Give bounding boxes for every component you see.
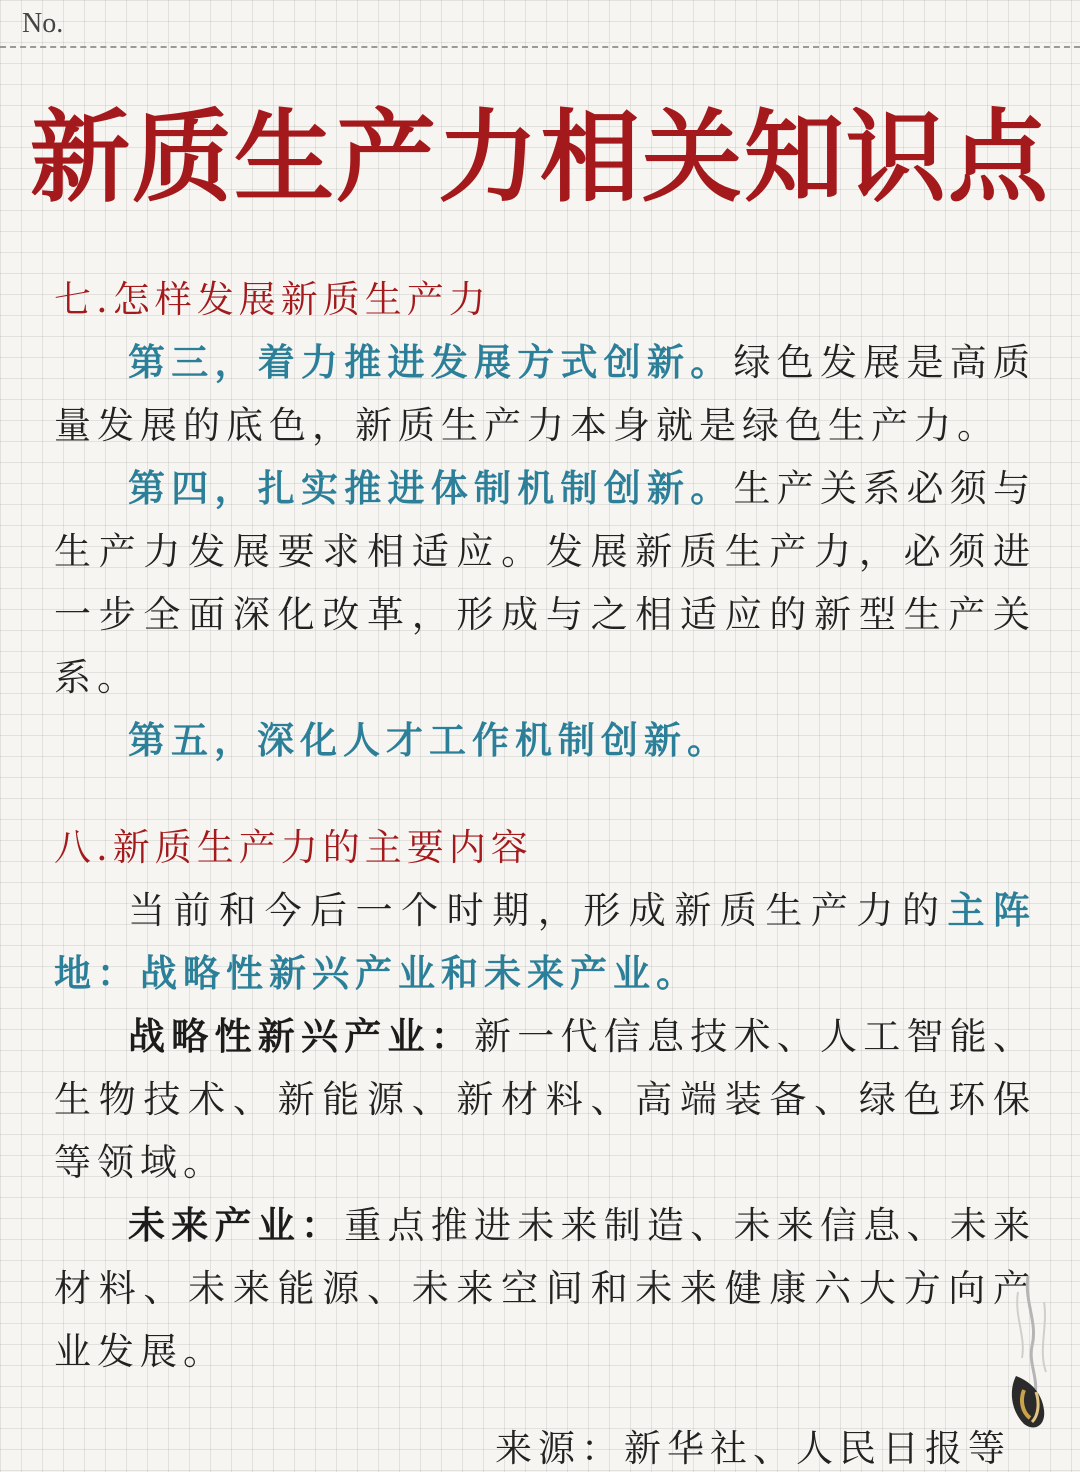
paragraph-strategic-industries: [54, 1005, 1036, 1194]
highlight-third: 第三，着力推进发展方式创新。: [128, 340, 734, 384]
text-future-industries: 重点推进未来制造、未来信息、未来材料、未来能源、未来空间和未来健康六大方向产业发展。: [54, 1204, 1036, 1373]
text-strategic-industries: 新一代信息技术、人工智能、生物技术、新能源、新材料、高端装备、绿色环保等领域。: [54, 1015, 1036, 1184]
text-third: 绿色发展是高质量发展的底色，新质生产力本身就是绿色生产力。: [54, 341, 1036, 447]
text-fourth: 生产关系必须与生产力发展要求相适应。发展新质生产力，必须进一步全面深化改革，形成与之相适应的新型生产关系。: [54, 467, 1036, 699]
highlight-fifth: 第五，深化人才工作机制创新。: [128, 718, 730, 762]
highlight-main-position: 主阵地：战略性新兴产业和未来产业。: [54, 888, 1037, 995]
text-main-position: 当前和今后一个时期，形成新质生产力的: [128, 889, 948, 932]
header-divider: [0, 46, 1080, 48]
paragraph-future-industries: [54, 1194, 1036, 1383]
label-future-industries: 未来产业：: [128, 1203, 345, 1247]
section-spacer: [54, 772, 1036, 816]
paragraph-approach-third: [54, 331, 1036, 457]
section-heading-7: 七.怎样发展新质生产力: [54, 278, 491, 321]
paragraph-approach-fourth: [54, 457, 1036, 709]
document-body: [54, 268, 1036, 1383]
ink-brush-icon: [988, 1272, 1068, 1440]
notebook-number-label: No.: [22, 8, 64, 39]
section-heading-8: 八.新质生产力的主要内容: [54, 826, 533, 869]
page-title: 新质生产力相关知识点: [30, 99, 1050, 216]
highlight-fourth: 第四，扎实推进体制机制创新。: [128, 466, 734, 510]
source-attribution: 来源：新华社、人民日报等: [495, 1427, 1011, 1470]
label-strategic-industries: 战略性新兴产业：: [128, 1014, 474, 1058]
paragraph-main-position: [54, 879, 1036, 1005]
paragraph-approach-fifth: [54, 709, 1036, 772]
